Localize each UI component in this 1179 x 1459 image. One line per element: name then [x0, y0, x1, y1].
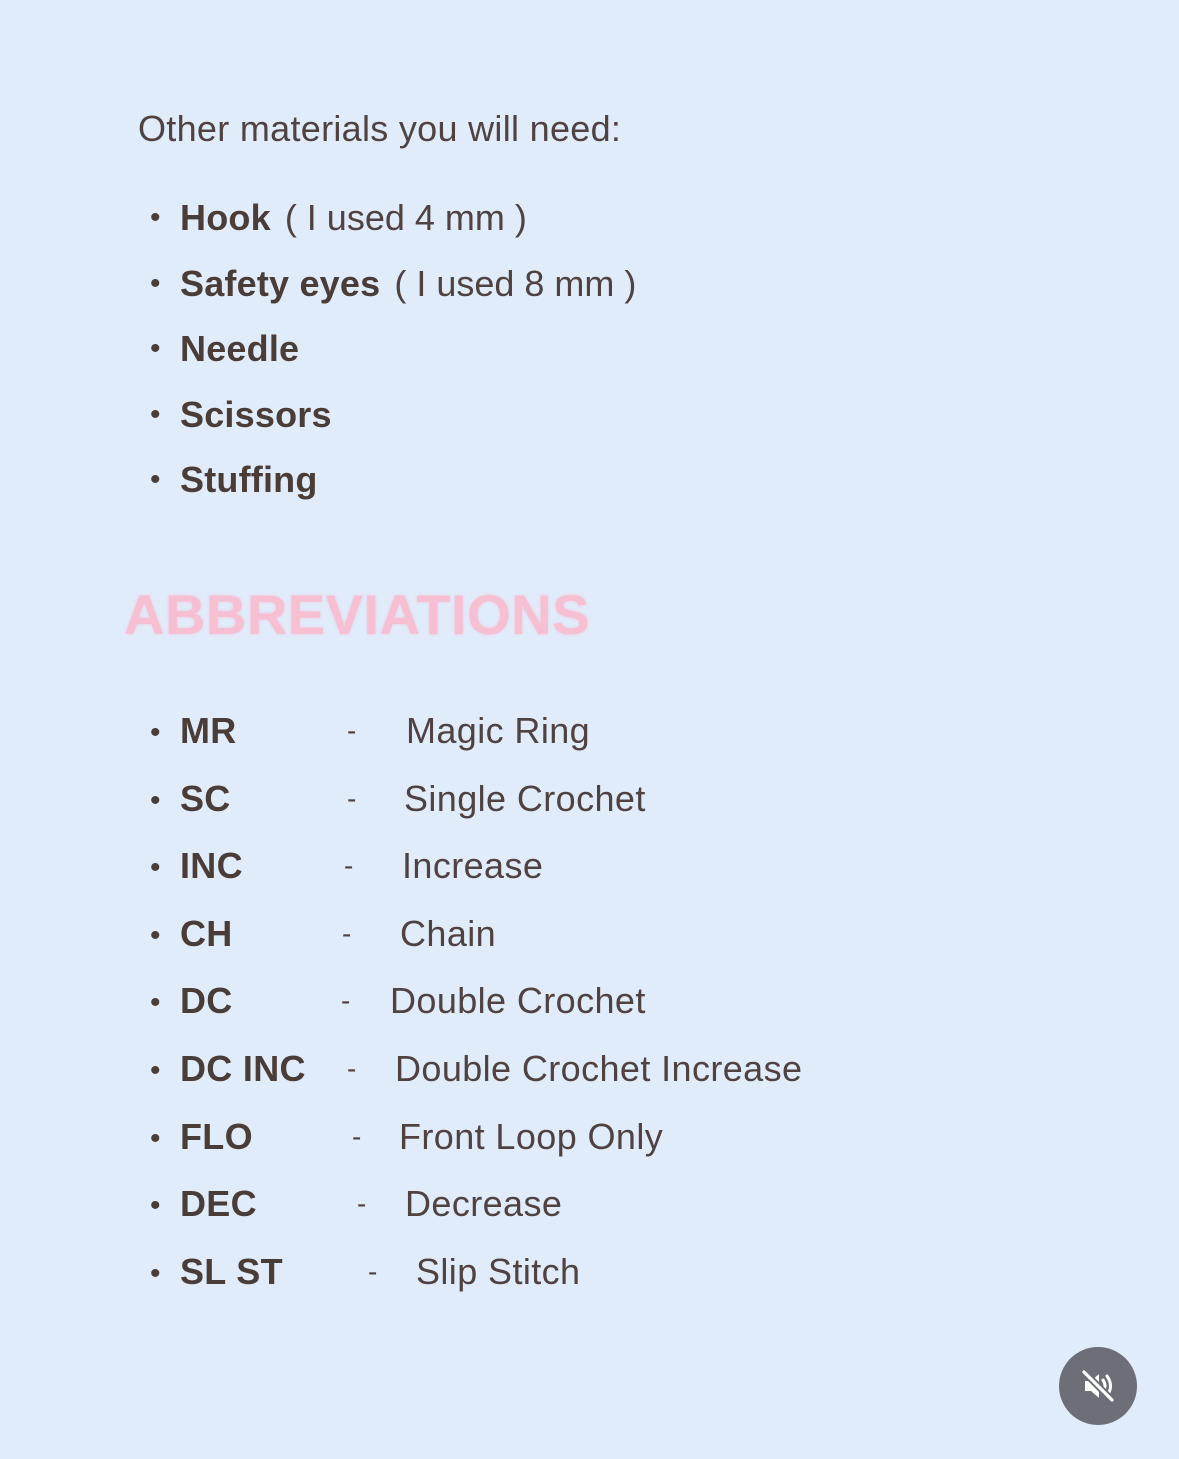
- abbreviation-meaning: Chain: [400, 912, 497, 954]
- material-name: Stuffing: [180, 459, 318, 500]
- list-item: [150, 382, 636, 448]
- abbreviation-row: [150, 1036, 930, 1104]
- bullet: •: [150, 1121, 161, 1155]
- bullet: •: [150, 918, 161, 952]
- bullet: •: [150, 463, 161, 496]
- bullet: •: [150, 1189, 161, 1223]
- bullet: •: [150, 851, 161, 885]
- bullet: •: [150, 201, 161, 234]
- abbreviation-code: SC: [180, 777, 231, 819]
- material-name: Needle: [180, 328, 300, 369]
- abbreviation-code: DC INC: [180, 1047, 306, 1089]
- abbreviation-code: CH: [180, 912, 233, 954]
- dash-separator: -: [347, 715, 357, 746]
- abbreviation-code: SL ST: [180, 1250, 283, 1292]
- material-note: ( I used 4 mm ): [284, 197, 527, 238]
- abbreviation-meaning: Front Loop Only: [399, 1115, 664, 1157]
- bullet: •: [150, 986, 161, 1020]
- material-note: ( I used 8 mm ): [394, 262, 637, 304]
- list-item: [150, 316, 636, 382]
- list-item: [150, 447, 636, 513]
- bullet: •: [150, 1256, 161, 1290]
- abbreviations-heading: ABBREVIATIONS: [124, 583, 590, 646]
- abbreviation-code: INC: [180, 845, 243, 887]
- dash-separator: -: [368, 1255, 378, 1287]
- bullet: •: [150, 783, 161, 817]
- speaker-muted-icon: [1078, 1366, 1118, 1406]
- material-name: Safety eyes: [180, 262, 381, 304]
- abbreviation-meaning: Slip Stitch: [416, 1250, 581, 1292]
- abbreviation-row: [150, 1171, 930, 1239]
- abbreviation-row: [150, 901, 930, 969]
- abbreviation-row: [150, 1239, 930, 1307]
- abbreviation-meaning: Increase: [402, 845, 544, 887]
- material-name: Scissors: [180, 393, 332, 435]
- bullet: •: [150, 716, 161, 749]
- abbreviation-row: [150, 766, 930, 834]
- dash-separator: -: [357, 1188, 367, 1220]
- abbreviation-meaning: Double Crochet Increase: [395, 1047, 803, 1089]
- abbreviation-code: FLO: [180, 1115, 253, 1157]
- dash-separator: -: [341, 985, 351, 1017]
- abbreviation-row: [150, 698, 930, 766]
- abbreviation-meaning: Single Crochet: [404, 777, 646, 819]
- abbreviation-row: [150, 1104, 930, 1172]
- abbreviation-code: DEC: [180, 1183, 257, 1225]
- bullet: •: [150, 397, 161, 431]
- material-name: Hook: [180, 197, 271, 238]
- materials-list: [150, 185, 636, 513]
- dash-separator: -: [344, 850, 354, 882]
- dash-separator: -: [352, 1120, 362, 1152]
- abbreviation-meaning: Magic Ring: [406, 710, 591, 751]
- list-item: [150, 185, 636, 251]
- materials-heading: Other materials you will need:: [138, 108, 622, 149]
- bullet: •: [150, 1053, 161, 1087]
- abbreviation-row: [150, 968, 930, 1036]
- abbreviation-meaning: Decrease: [405, 1183, 563, 1225]
- abbreviation-code: MR: [180, 710, 237, 751]
- bullet: •: [150, 332, 161, 365]
- abbreviation-row: [150, 833, 930, 901]
- mute-button[interactable]: [1059, 1347, 1137, 1425]
- abbreviation-meaning: Double Crochet: [390, 980, 646, 1022]
- abbreviations-list: [150, 698, 930, 1306]
- bullet: •: [150, 266, 161, 300]
- dash-separator: -: [342, 917, 352, 949]
- dash-separator: -: [347, 1052, 357, 1084]
- dash-separator: -: [347, 782, 357, 814]
- list-item: [150, 251, 636, 317]
- abbreviation-code: DC: [180, 980, 233, 1022]
